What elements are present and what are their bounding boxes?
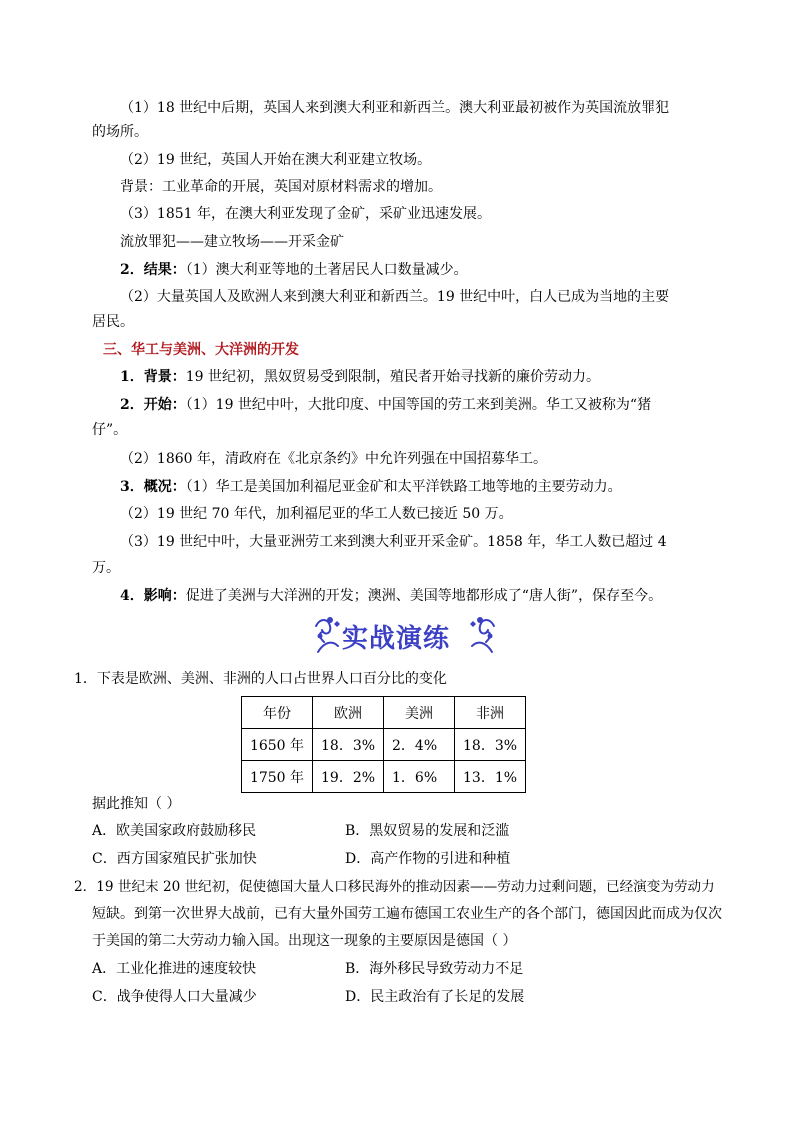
overview-line-1	[120, 473, 622, 501]
impact-line	[120, 582, 662, 610]
background-text: 19 世纪初，黑奴贸易受到限制，殖民者开始寻找新的廉价劳动力。	[185, 369, 601, 385]
table-cell: 1650 年	[242, 729, 313, 761]
q1-stem: 1．下表是欧洲、美洲、非洲的人口占世界人口百分比的变化	[74, 671, 447, 687]
result-text-1: （1）澳大利亚等地的土著居民人口数量减少。	[185, 262, 468, 278]
table-header-cell: 年份	[242, 697, 313, 729]
table-header-row	[242, 697, 526, 729]
table-header-cell: 非洲	[455, 697, 526, 729]
q2-option-b[interactable]: B．海外移民导致劳动力不足	[345, 961, 524, 977]
result-line-2-cont: 居民。	[92, 314, 134, 330]
overview-text-1: （1）华工是美国加利福尼亚金矿和太平洋铁路工地等地的主要劳动力。	[185, 479, 622, 495]
table-cell: 2．4%	[384, 729, 455, 761]
population-table	[241, 696, 526, 793]
q1-option-d[interactable]: D．高产作物的引进和种植	[345, 851, 511, 867]
table-row	[242, 729, 526, 761]
start-line-1-cont: 仔”。	[92, 422, 128, 438]
impact-label: 4．影响：	[120, 588, 186, 604]
table-header-cell: 欧洲	[313, 697, 384, 729]
q2-stem-line-2: 短缺。到第一次世界大战前，已有大量外国劳工遍布德国工农业生产的各个部门，德国因此而成为仅次	[92, 906, 722, 922]
start-line-2: （2）1860 年，清政府在《北京条约》中允许列强在中国招募华工。	[120, 451, 547, 467]
start-text-1: （1）19 世纪中叶，大批印度、中国等国的劳工来到美洲。华工又被称为“猪	[185, 397, 652, 413]
table-cell: 18．3%	[313, 729, 384, 761]
result-line-2: （2）大量英国人及欧洲人来到澳大利亚和新西兰。19 世纪中叶，白人已成为当地的主要	[120, 289, 670, 305]
history-summary-chain: 流放罪犯——建立牧场——开采金矿	[120, 234, 344, 250]
overview-label: 3．概况：	[120, 479, 186, 495]
q2-option-a[interactable]: A．工业化推进的速度较快	[92, 961, 257, 977]
background-label: 1．背景：	[120, 369, 186, 385]
result-line-1	[120, 256, 468, 284]
table-row	[242, 761, 526, 793]
history-paragraph-3: （3）1851 年，在澳大利亚发现了金矿，采矿业迅速发展。	[120, 206, 491, 222]
overview-line-2: （2）19 世纪 70 年代，加利福尼亚的华工人数已接近 50 万。	[120, 506, 513, 522]
background-line	[120, 363, 600, 391]
section-3-heading: 三、华工与美洲、大洋洲的开发	[103, 342, 299, 358]
history-paragraph-1-cont: 的场所。	[92, 124, 148, 140]
impact-text: 促进了美洲与大洋洲的开发；澳洲、美国等地都形成了“唐人街”，保存至今。	[185, 588, 663, 604]
overview-line-3: （3）19 世纪中叶，大量亚洲劳工来到澳大利亚开采金矿。1858 年，华工人数已超过 4	[120, 534, 667, 550]
result-label: 2．结果：	[120, 262, 186, 278]
practice-banner	[310, 612, 500, 660]
table-cell: 13．1%	[455, 761, 526, 793]
q1-option-b[interactable]: B．黑奴贸易的发展和泛滥	[345, 823, 510, 839]
q2-stem-line-1: 2．19 世纪末 20 世纪初，促使德国大量人口移民海外的推动因素——劳动力过剩问题，已经演变为劳动力	[74, 879, 715, 895]
q1-option-a[interactable]: A．欧美国家政府鼓励移民	[92, 823, 257, 839]
q1-option-c[interactable]: C．西方国家殖民扩张加快	[92, 851, 257, 867]
start-line-1	[120, 391, 651, 419]
table-cell: 19．2%	[313, 761, 384, 793]
table-header-cell: 美洲	[384, 697, 455, 729]
table-cell: 18．3%	[455, 729, 526, 761]
overview-line-3-cont: 万。	[92, 560, 120, 576]
q2-option-c[interactable]: C．战争使得人口大量减少	[92, 989, 257, 1005]
table-cell: 1750 年	[242, 761, 313, 793]
q2-stem-line-3: 于美国的第二大劳动力输入国。出现这一现象的主要原因是德国（ ）	[92, 933, 517, 949]
history-paragraph-1: （1）18 世纪中后期，英国人来到澳大利亚和新西兰。澳大利亚最初被作为英国流放罪犯	[120, 100, 670, 116]
history-paragraph-2: （2）19 世纪，英国人开始在澳大利亚建立牧场。	[120, 152, 432, 168]
table-cell: 1．6%	[384, 761, 455, 793]
q2-option-d[interactable]: D．民主政治有了长足的发展	[345, 989, 525, 1005]
history-background: 背景：工业革命的开展，英国对原材料需求的增加。	[120, 179, 442, 195]
banner-title: 实战演练	[342, 624, 451, 654]
q1-prompt: 据此推知（ ）	[92, 796, 181, 812]
start-label: 2．开始：	[120, 397, 186, 413]
